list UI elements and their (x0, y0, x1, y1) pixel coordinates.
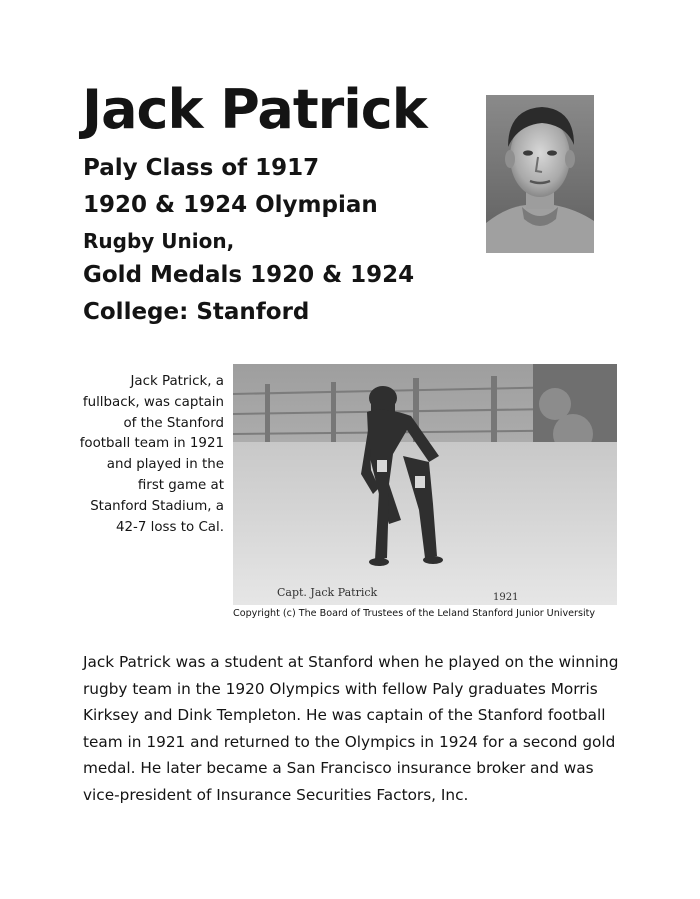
olympian-years: 1920 & 1924 Olympian (83, 192, 378, 218)
class-year: Paly Class of 1917 (83, 155, 320, 181)
team-photo (233, 364, 617, 605)
medals: Gold Medals 1920 & 1924 (83, 262, 415, 288)
college: College: Stanford (83, 299, 310, 325)
portrait-photo (486, 95, 594, 253)
portrait-image (486, 95, 594, 253)
page-title: Jack Patrick (82, 78, 427, 141)
photo-copyright: Copyright (c) The Board of Trustees of the Leland Stanford Junior University (233, 608, 596, 619)
sport: Rugby Union, (83, 229, 235, 253)
team-photo-image (233, 364, 617, 605)
facts-list (83, 150, 414, 331)
svg-text:1921: 1921 (493, 592, 519, 603)
biography-text: Jack Patrick was a student at Stanford when he played on the winning rugby team in the 1920 Olympics with fellow Paly graduates Morris Kirksey and Dink Templeton. He was captain of the Stanford football team in 1921 and returned to the Olympics in 1924 for a second gold medal. He later became a San Francisco insurance broker and was vice-president of Insurance Securities Factors, Inc. (83, 653, 619, 804)
svg-text:Capt. Jack Patrick: Capt. Jack Patrick (277, 586, 378, 599)
photo-caption: Jack Patrick, a fullback, was captain of the Stanford football team in 1921 and played in the first game at Stanford Stadium, a 42-7 loss to Cal. (79, 374, 224, 535)
